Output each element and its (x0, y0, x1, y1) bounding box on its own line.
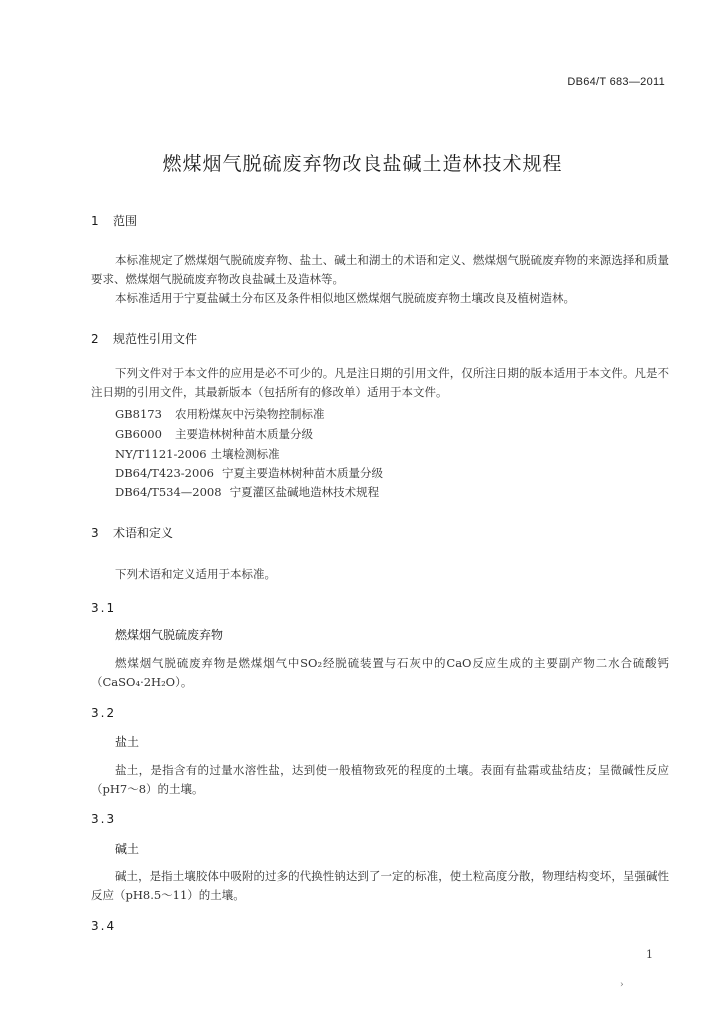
scan-mark: › (620, 980, 624, 990)
term-definition: 盐土，是指含有的过量水溶性盐，达到使一般植物致死的程度的土壤。表面有盐霜或盐结皮；呈微碱性反应（pH7～8）的土壤。 (91, 763, 669, 796)
term-definition: 碱土，是指土壤胶体中吸附的过多的代换性钠达到了一定的标准，使土粒高度分散，物理结构变坏，呈强碱性反应（pH8.5～11）的土壤。 (91, 869, 669, 902)
reference-name: 宁夏主要造林树种苗木质量分级 (221, 466, 383, 480)
scope-paragraph-1: 本标准规定了燃煤烟气脱硫废弃物、盐土、碱土和湖土的术语和定义、燃煤烟气脱硫废弃物的来源选择和质量要求、燃煤烟气脱硫废弃物改良盐碱土及造林等。 (91, 253, 669, 286)
reference-name: 农用粉煤灰中污染物控制标准 (175, 407, 325, 421)
reference-item (115, 484, 379, 500)
reference-item (115, 406, 325, 422)
section-number: 1 (91, 214, 99, 228)
section-heading-scope (91, 212, 137, 229)
page-title: 燃煤烟气脱硫废弃物改良盐碱土造林技术规程 (162, 153, 563, 175)
term-name: 盐土 (115, 735, 140, 749)
section-title: 范围 (113, 214, 138, 228)
subsection-number: 3.3 (91, 812, 117, 826)
document-code: DB64/T 683—2011 (567, 76, 665, 88)
section-title: 规范性引用文件 (113, 332, 198, 346)
section-title: 术语和定义 (113, 526, 174, 540)
reference-name: 宁夏灌区盐碱地造林技术规程 (229, 485, 380, 499)
reference-code: NY/T1121-2006 (115, 447, 207, 461)
terms-intro-paragraph: 下列术语和定义适用于本标准。 (115, 567, 276, 581)
refs-intro-paragraph: 下列文件对于本文件的应用是必不可少的。凡是注日期的引用文件，仅所注日期的版本适用于本文件。凡是不注日期的引用文件，其最新版本（包括所有的修改单）适用于本文件。 (91, 366, 669, 399)
reference-item (115, 426, 313, 442)
term-name: 碱土 (115, 842, 140, 856)
term-name: 燃煤烟气脱硫废弃物 (115, 628, 224, 642)
subsection-number: 3.2 (91, 706, 117, 720)
reference-code: DB64/T423-2006 (115, 466, 214, 480)
section-heading-terms (91, 524, 173, 541)
page-number: 1 (646, 948, 653, 961)
reference-name: 主要造林树种苗木质量分级 (175, 427, 313, 441)
reference-code: DB64/T534—2008 (115, 485, 222, 499)
section-number: 3 (91, 526, 99, 540)
term-definition: 燃煤烟气脱硫废弃物是燃煤烟气中SO₂经脱硫装置与石灰中的CaO反应生成的主要副产物二水合硫酸钙（CaSO₄·2H₂O）。 (91, 656, 669, 689)
reference-name: 土壤检测标准 (210, 447, 280, 461)
reference-code: GB8173 (115, 407, 162, 421)
subsection-number: 3.1 (91, 601, 117, 615)
subsection-number: 3.4 (91, 919, 117, 933)
reference-item (115, 465, 383, 481)
scope-paragraph-2: 本标准适用于宁夏盐碱土分布区及条件相似地区燃煤烟气脱硫废弃物土壤改良及植树造林。 (115, 291, 575, 305)
section-heading-refs (91, 330, 197, 347)
reference-code: GB6000 (115, 427, 162, 441)
section-number: 2 (91, 332, 99, 346)
reference-item (115, 446, 280, 462)
